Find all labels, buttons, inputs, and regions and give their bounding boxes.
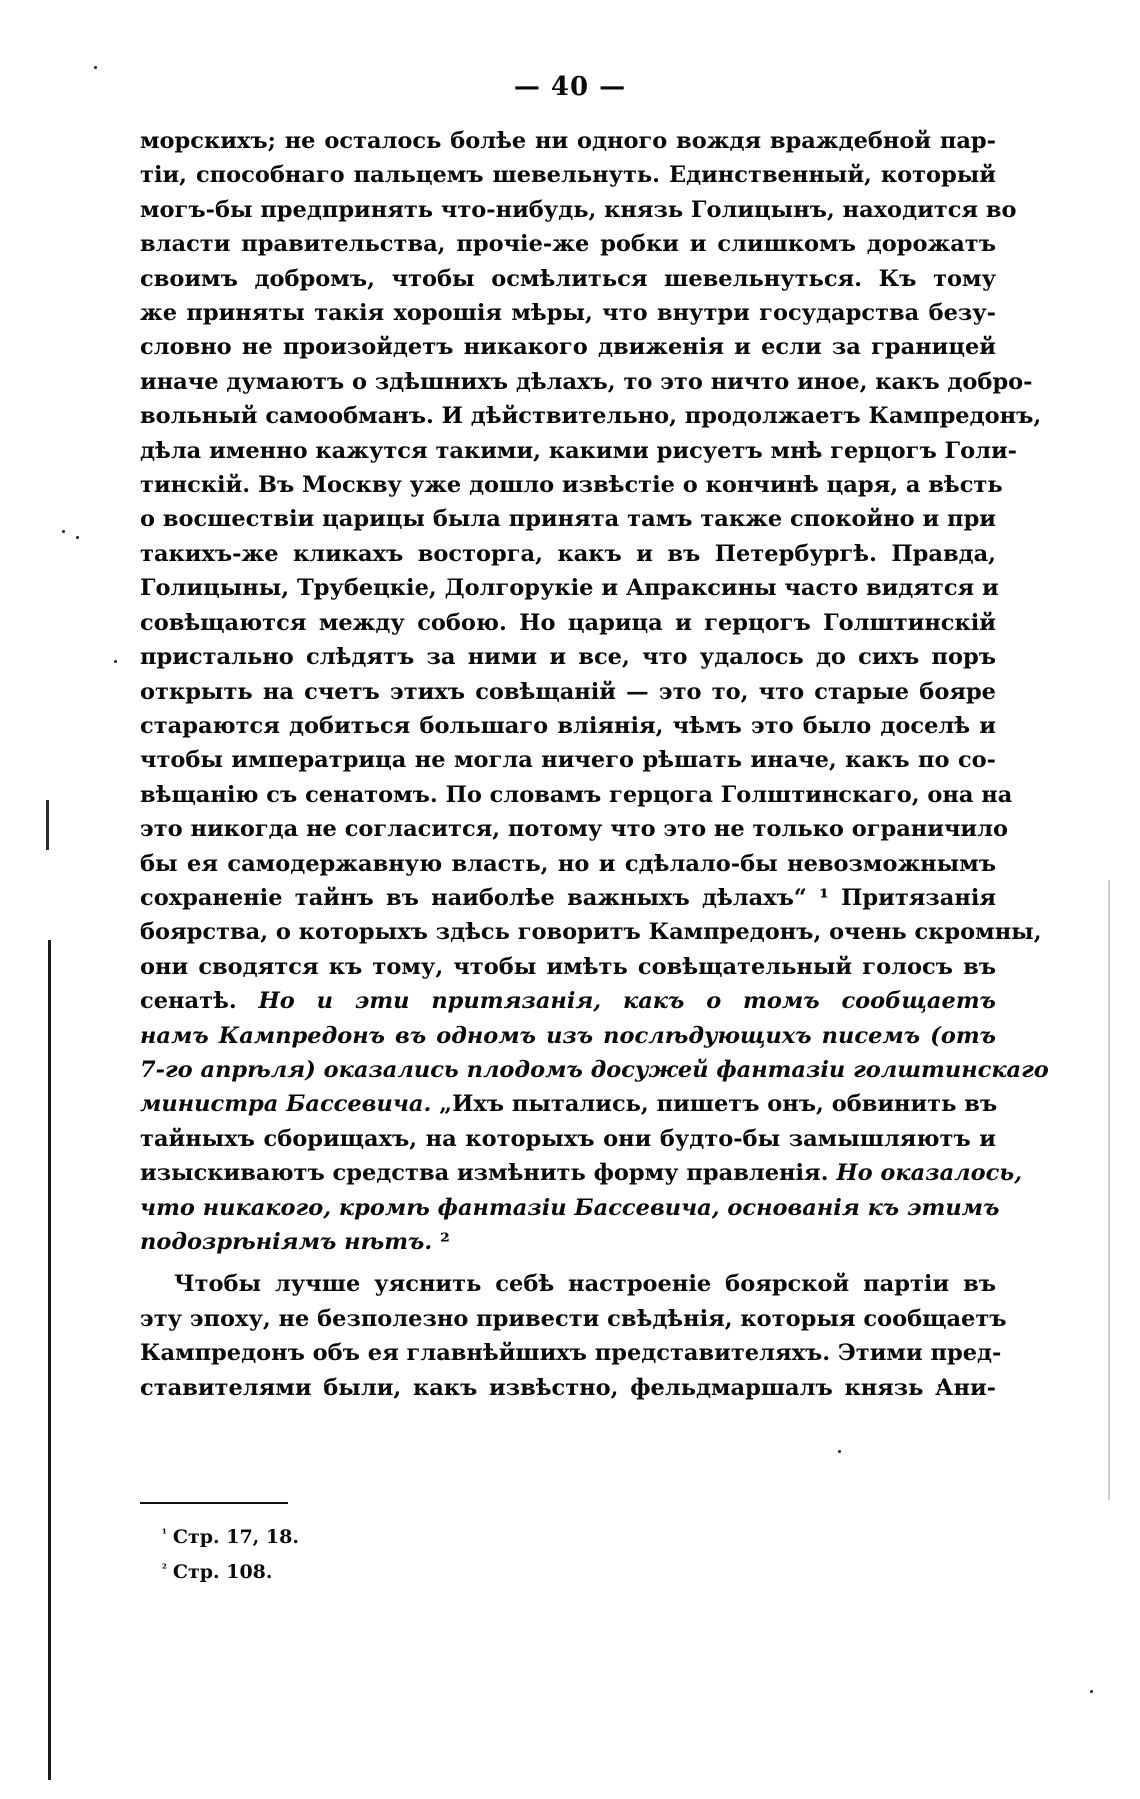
footnote-mark: ¹ [162, 1527, 167, 1540]
text-line [140, 571, 999, 605]
italic-text: намъ Кампредонъ въ одномъ изъ послѣдующихъ писемъ (отъ [140, 1022, 996, 1049]
scan-speck [838, 1450, 841, 1453]
text-run: ² [432, 1229, 450, 1255]
text-run: ставителями были, какъ извѣстно, фельдмаршалъ князь Ани- [140, 1374, 996, 1401]
footnote-rule [140, 1502, 288, 1504]
text-run: открыть на счетъ этихъ совѣщаній — это то, что старые бояре [140, 678, 996, 705]
text-run: изыскиваютъ средства измѣнить форму правленія. [140, 1160, 837, 1187]
text-line [140, 365, 1033, 399]
footnote-text: Стр. 17, 18. [172, 1526, 299, 1548]
text-line [140, 399, 1042, 433]
text-run: тинскій. Въ Москву уже дошло извѣстіе о кончинѣ царя, а вѣсть [140, 472, 1003, 499]
text-line [140, 984, 996, 1018]
text-line [140, 1122, 996, 1156]
text-line [140, 606, 996, 640]
text-run: морскихъ; не осталось болѣе ни одного вождя враждебной пар- [140, 128, 996, 154]
text-run: своимъ добромъ, чтобы осмѣлиться шевельнуться. Къ тому [140, 265, 996, 292]
text-run: Кампредонъ объ ея главнѣйшихъ представителяхъ. Этими пред- [140, 1340, 1002, 1367]
text-run: вѣщанію съ сенатомъ. По словамъ герцога Голштинскаго, она на [140, 781, 1013, 808]
text-run: дѣла именно кажутся такими, какими рисуетъ мнѣ герцогъ Голи- [140, 437, 1017, 464]
text-run: чтобы императрица не могла ничего рѣшать иначе, какъ по со- [140, 747, 996, 774]
text-line [140, 1191, 1000, 1225]
italic-text: 7-го апрѣля) оказались плодомъ досужей фантазіи голштинскаго [140, 1056, 1049, 1083]
scan-speck [62, 530, 65, 533]
text-line [140, 1087, 996, 1121]
text-run: они сводятся къ тому, чтобы имѣть совѣщательный голосъ въ [140, 953, 996, 980]
text-line [140, 812, 1008, 846]
italic-text: министра Бассевича. [140, 1091, 432, 1118]
footnote [162, 1553, 299, 1588]
text-line [140, 950, 996, 984]
text-line [140, 193, 1017, 227]
text-run: сенатѣ. [140, 988, 259, 1015]
text-line [140, 675, 996, 709]
text-line [140, 1053, 1049, 1087]
text-run: эту эпоху, не безполезно привести свѣдѣнія, которыя сообщаетъ [140, 1305, 1007, 1332]
text-run: могъ-бы предпринять что-нибудь, князь Голицынъ, находится во [140, 196, 1017, 223]
text-run: власти правительства, прочіе-же робки и слишкомъ дорожатъ [140, 231, 996, 258]
text-run: это никогда не согласится, потому что это не только ограничило [140, 816, 1008, 843]
text-line [140, 1156, 1023, 1190]
scan-edge-mark [46, 800, 49, 850]
text-line [140, 296, 996, 330]
text-line [140, 847, 996, 881]
text-line [140, 468, 1003, 502]
text-run: тіи, способнаго пальцемъ шевельнуть. Единственный, который [140, 162, 996, 189]
text-run: Чтобы лучше уяснить себѣ настроеніе боярской партіи въ [174, 1271, 996, 1298]
text-run: стараются добиться большаго вліянія, чѣмъ это было доселѣ и [140, 712, 996, 739]
text-line [140, 502, 996, 536]
page-number: — 40 — [513, 72, 627, 102]
text-run: иначе думаютъ о здѣшнихъ дѣлахъ, то это ничто иное, какъ добро- [140, 368, 1033, 395]
text-run: сохраненіе тайнъ въ наиболѣе важныхъ дѣлахъ“ ¹ Притязанія [140, 884, 996, 911]
footnote-mark: ² [162, 1562, 167, 1575]
text-run: такихъ-же кликахъ восторга, какъ и въ Петербургѣ. Правда, [140, 540, 996, 567]
text-line [140, 124, 996, 158]
footnote [162, 1518, 299, 1553]
text-run: пристально слѣдятъ за ними и все, что удалось до сихъ поръ [140, 644, 996, 671]
text-line [140, 1336, 1002, 1370]
scan-speck [1090, 1690, 1093, 1693]
text-run: о восшествіи царицы была принята тамъ также спокойно и при [140, 506, 996, 533]
text-line [140, 743, 996, 777]
text-line [140, 434, 1017, 468]
text-run: Голицыны, Трубецкіе, Долгорукіе и Апраксины часто видятся и [140, 575, 999, 602]
text-run: тайныхъ сборищахъ, на которыхъ они будто-бы замышляютъ и [140, 1125, 996, 1152]
text-line [140, 640, 996, 674]
scan-speck [76, 536, 79, 539]
footnotes [162, 1518, 299, 1588]
text-line [140, 1225, 996, 1259]
body-text [140, 124, 1049, 1405]
text-run: словно не произойдетъ никакого движенія и если за границей [140, 334, 996, 361]
text-run: „Ихъ пытались, пишетъ онъ, обвинить въ [431, 1091, 998, 1118]
text-line [140, 158, 996, 192]
scan-binding-edge [48, 940, 51, 1780]
text-line [140, 262, 996, 296]
text-run: боярства, о которыхъ здѣсь говоритъ Кампредонъ, очень скромны, [140, 919, 1042, 946]
text-line [140, 227, 996, 261]
text-line [140, 1302, 1007, 1336]
italic-text: подозрѣніямъ нѣтъ. [140, 1229, 433, 1255]
text-line [140, 778, 1013, 812]
text-line [140, 1267, 996, 1301]
text-line [140, 1019, 996, 1053]
text-run: же приняты такія хорошія мѣры, что внутри государства безу- [140, 300, 996, 327]
text-run: бы ея самодержавную власть, но и сдѣлало-бы невозможнымъ [140, 850, 996, 877]
text-line [140, 915, 1042, 949]
text-line [140, 1371, 996, 1405]
paragraph-gap [140, 1259, 996, 1267]
text-line [140, 709, 996, 743]
text-run: совѣщаются между собою. Но царица и герцогъ Голштинскій [140, 609, 996, 636]
italic-text: что никакого, кромѣ фантазіи Бассевича, основанія къ этимъ [140, 1194, 1000, 1221]
scan-speck [94, 66, 97, 69]
footnote-text: Стр. 108. [172, 1561, 273, 1583]
scan-speck [114, 660, 117, 663]
text-run: вольный самообманъ. И дѣйствительно, продолжаетъ Кампредонъ, [140, 403, 1042, 430]
italic-text: Но и эти притязанія, какъ о томъ сообщаетъ [258, 988, 996, 1015]
italic-text: Но оказалось, [836, 1160, 1023, 1187]
text-line [140, 537, 996, 571]
text-line [140, 881, 996, 915]
scan-right-edge [1108, 880, 1110, 1500]
text-line [140, 330, 996, 364]
